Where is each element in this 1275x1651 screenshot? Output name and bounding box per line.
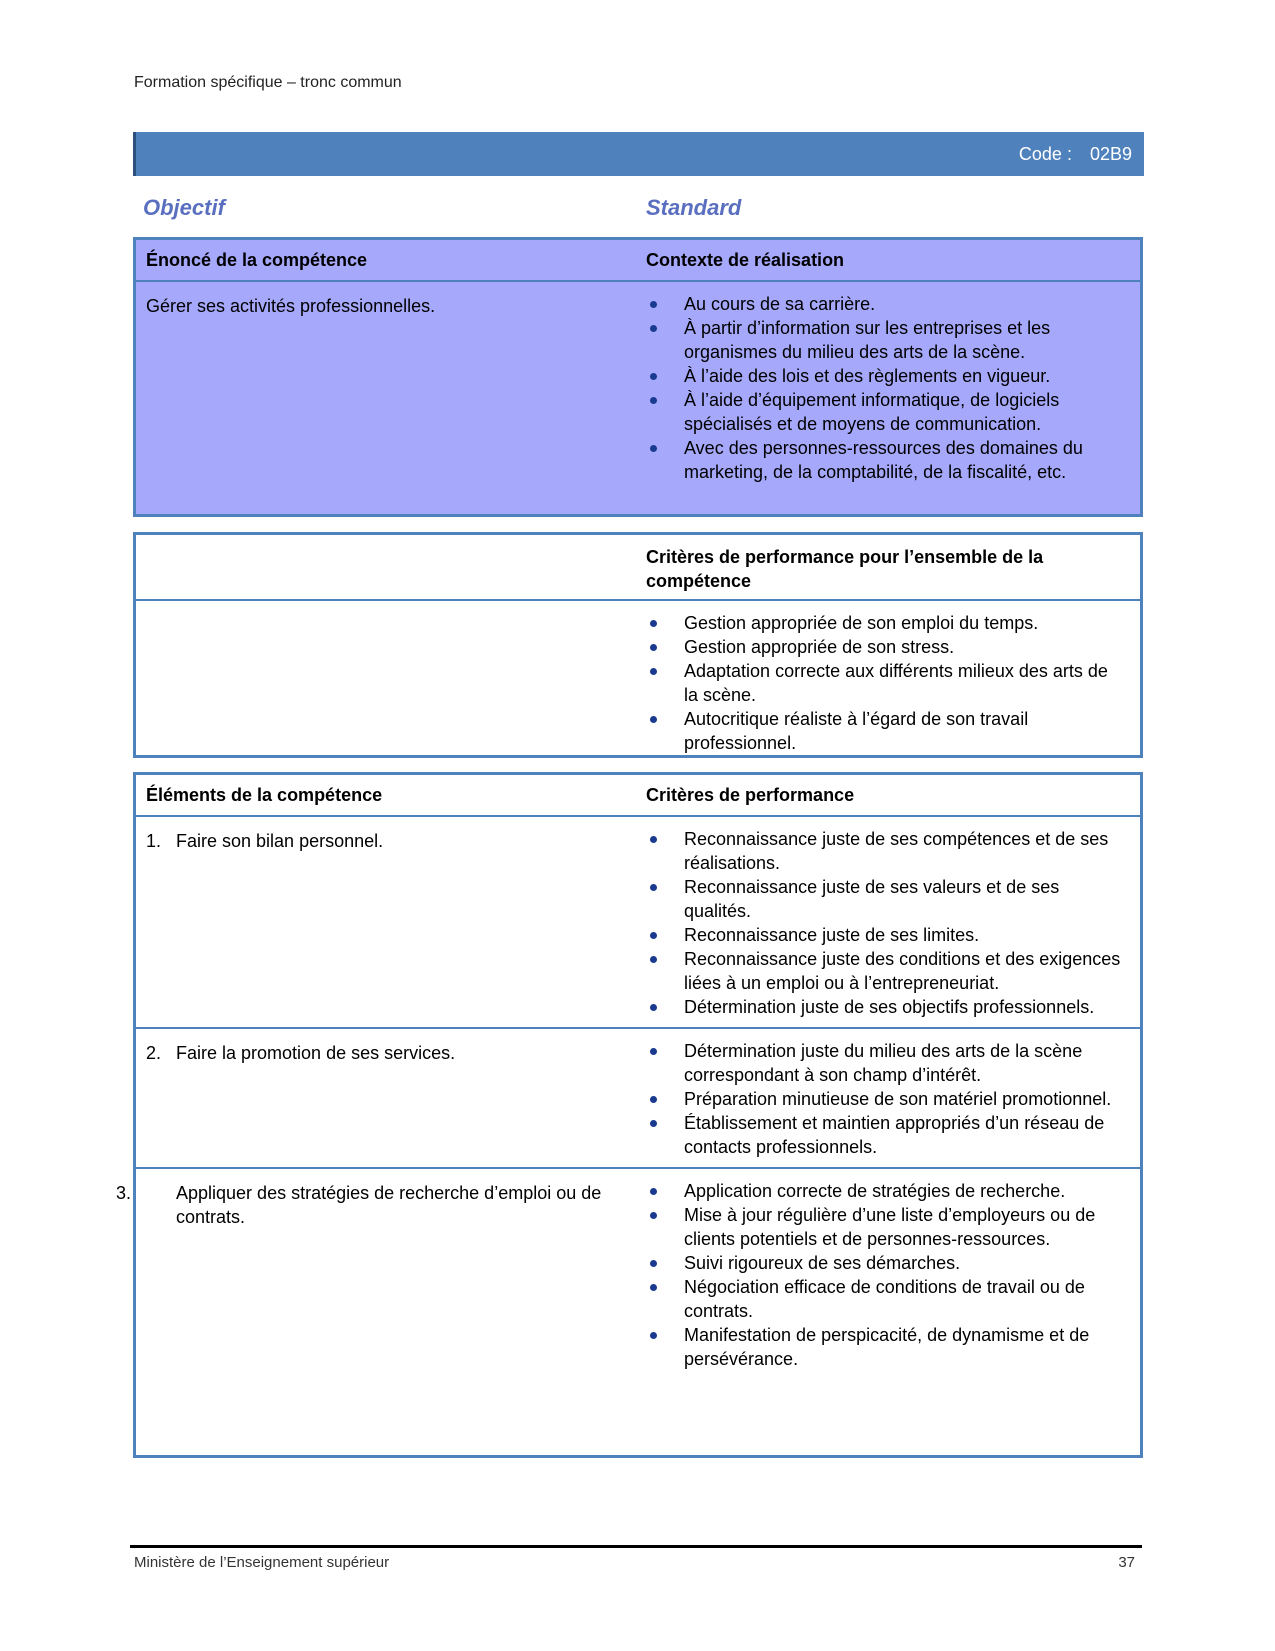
list-item: Reconnaissance juste des conditions et des exigences liées à un emploi ou à l’entrepreneuriat. [646, 947, 1122, 995]
list-item: À partir d’information sur les entreprises et les organismes du milieu des arts de la scène. [646, 316, 1122, 364]
page-number: 37 [1118, 1554, 1135, 1571]
footer-rule [130, 1545, 1142, 1548]
list-item: Suivi rigoureux de ses démarches. [646, 1251, 1122, 1275]
competence-statement-panel [133, 237, 1143, 517]
element-row [136, 817, 1140, 1029]
list-item: Gestion appropriée de son stress. [646, 635, 1122, 659]
list-item: Au cours de sa carrière. [646, 292, 1122, 316]
program-code [1019, 144, 1132, 165]
list-item: Préparation minutieuse de son matériel promotionnel. [646, 1087, 1122, 1111]
panel-header [136, 775, 1140, 817]
context-list-cell [646, 282, 1140, 492]
element-criteria-cell [646, 1029, 1140, 1167]
elements-heading: Éléments de la compétence [146, 785, 383, 805]
footer-ministry: Ministère de l’Enseignement supérieur [134, 1554, 390, 1571]
code-bar [133, 132, 1144, 176]
list-item: Mise à jour régulière d’une liste d’employeurs ou de clients potentiels et de personnes-ressources. [646, 1203, 1122, 1251]
panel-header [136, 240, 1140, 282]
element-row [136, 1029, 1140, 1169]
context-heading: Contexte de réalisation [646, 250, 845, 270]
list-item: Autocritique réaliste à l’égard de son travail professionnel. [646, 707, 1122, 755]
context-list [646, 292, 1122, 484]
code-value: 02B9 [1089, 144, 1132, 164]
performance-heading: Critères de performance [646, 785, 855, 805]
list-item: À l’aide d’équipement informatique, de logiciels spécialisés et de moyens de communication. [646, 388, 1122, 436]
element-label: 1. Faire son bilan personnel. [146, 831, 384, 851]
element-label: 2. Faire la promotion de ses services. [146, 1043, 456, 1063]
overall-criteria-heading: Critères de performance pour l’ensemble de la compétence [646, 547, 1044, 591]
competence-statement: Gérer ses activités professionnelles. [146, 296, 436, 316]
element-label: 3. Appliquer des stratégies de recherche d’emploi ou de contrats. [116, 1183, 602, 1227]
overall-criteria-cell [646, 601, 1140, 763]
overall-criteria-panel [133, 532, 1143, 758]
element-criteria-list [646, 1039, 1122, 1159]
list-item: Détermination juste du milieu des arts de la scène correspondant à son champ d’intérêt. [646, 1039, 1122, 1087]
objectif-heading: Objectif [143, 195, 225, 220]
panel-header [136, 535, 1140, 601]
list-item: Reconnaissance juste de ses compétences et de ses réalisations. [646, 827, 1122, 875]
statement-row [136, 282, 1140, 492]
list-item: Gestion appropriée de son emploi du temps. [646, 611, 1122, 635]
list-item: Adaptation correcte aux différents milieux des arts de la scène. [646, 659, 1122, 707]
list-item: Établissement et maintien appropriés d’un réseau de contacts professionnels. [646, 1111, 1122, 1159]
element-criteria-list [646, 827, 1122, 1019]
code-label: Code : [1018, 144, 1072, 164]
list-item: Reconnaissance juste de ses limites. [646, 923, 1122, 947]
element-row [116, 1169, 1140, 1379]
elements-panel [116, 772, 1143, 1458]
list-item: Reconnaissance juste de ses valeurs et de ses qualités. [646, 875, 1122, 923]
standard-heading: Standard [646, 195, 742, 220]
list-item: Négociation efficace de conditions de travail ou de contrats. [646, 1275, 1122, 1323]
element-criteria-cell [646, 1169, 1140, 1379]
overall-criteria-list [646, 611, 1122, 755]
list-item: Avec des personnes-ressources des domaines du marketing, de la comptabilité, de la fiscalité, etc. [646, 436, 1122, 484]
list-item: Détermination juste de ses objectifs professionnels. [646, 995, 1122, 1019]
statement-heading: Énoncé de la compétence [146, 250, 368, 270]
overall-criteria-row [136, 601, 1140, 763]
list-item: À l’aide des lois et des règlements en vigueur. [646, 364, 1122, 388]
list-item: Application correcte de stratégies de recherche. [646, 1179, 1122, 1203]
running-header: Formation spécifique – tronc commun [134, 74, 402, 91]
element-criteria-list [646, 1179, 1122, 1371]
list-item: Manifestation de perspicacité, de dynamisme et de persévérance. [646, 1323, 1122, 1371]
element-criteria-cell [646, 817, 1140, 1027]
